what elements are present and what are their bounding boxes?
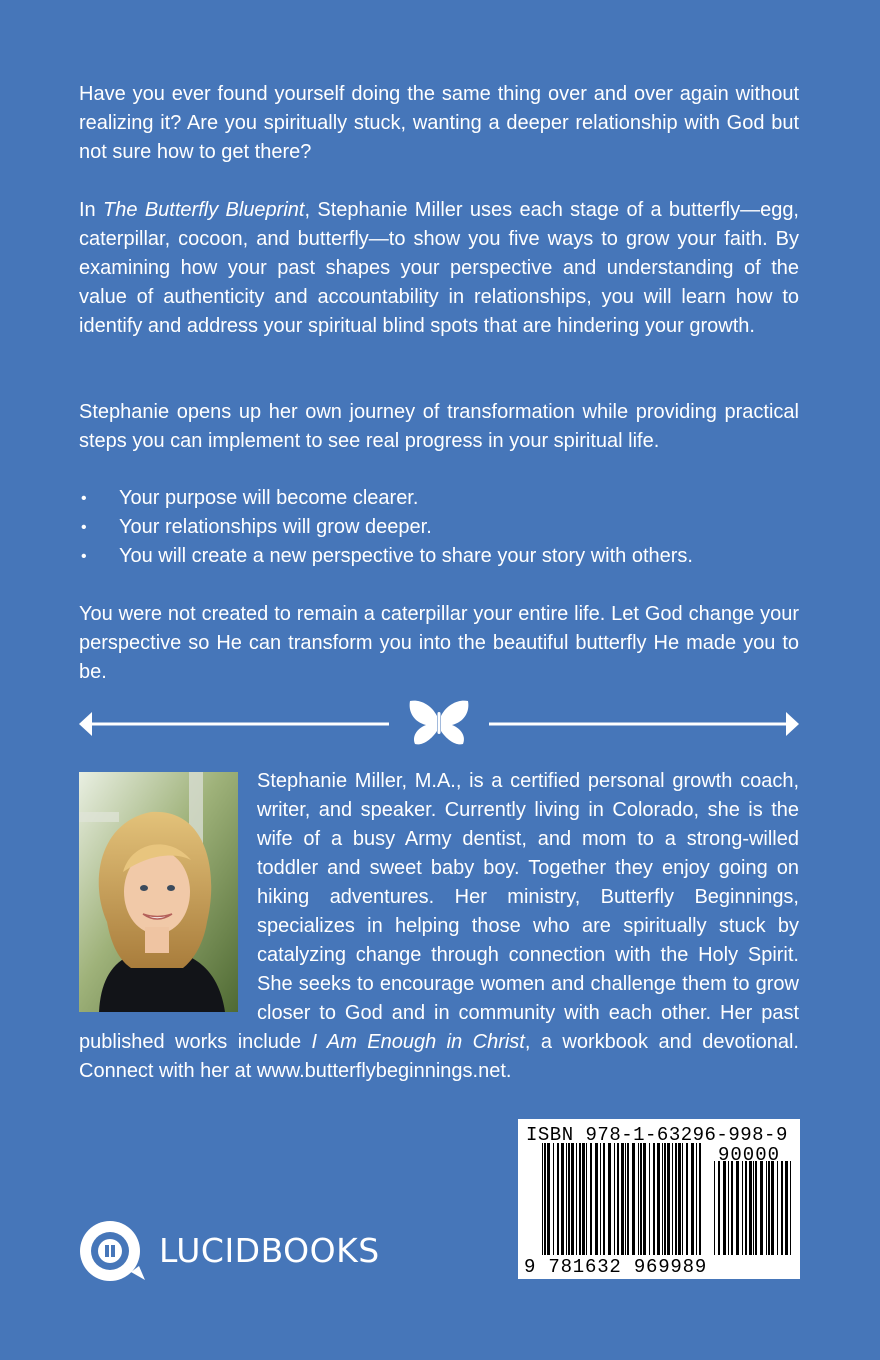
arrow-divider	[79, 698, 799, 750]
isbn-number: ISBN 978-1-63296-998-9	[526, 1124, 788, 1146]
blurb-paragraph-2-prefix: In	[79, 199, 104, 221]
author-bio-contact: , a workbook and devotional. Connect with her at www.butterflybeginnings.net.	[79, 1031, 799, 1082]
lucidbooks-logo-icon	[79, 1220, 147, 1282]
ean-digits: 9 781632 969989	[524, 1256, 708, 1278]
benefit-item: • Your relationships will grow deeper.	[79, 513, 799, 542]
right-arrow-icon	[489, 712, 799, 736]
author-bio	[79, 767, 799, 1086]
blurb-paragraph-4: You were not created to remain a caterpillar your entire life. Let God change your perspective so He can transform you into the beautiful butterfly He made you to be.	[79, 603, 799, 683]
publisher-logo	[79, 1220, 380, 1282]
past-work-title: I Am Enough in Christ	[311, 1031, 525, 1053]
blurb-paragraph-1: Have you ever found yourself doing the same thing over and over again without realizing it? Are you spiritually stuck, wanting a deeper relationship with God but not sure how to get there?	[79, 83, 799, 163]
benefit-list	[79, 484, 799, 571]
blurb-paragraph-2-body: , Stephanie Miller uses each stage of a butterfly—egg, caterpillar, cocoon, and butterfly—to show you five ways to grow your faith. By examining how your past shapes your perspective and understanding of the value of authenticity and accountability in relationships, you will learn how to identify and address your spiritual blind spots that are hindering your growth.	[79, 199, 799, 337]
left-arrow-icon	[79, 712, 389, 736]
blurb-paragraph-2	[79, 196, 799, 341]
butterfly-icon	[410, 701, 469, 745]
publisher-name: LUCIDBOOKS	[159, 1231, 380, 1270]
blurb-paragraph-3: Stephanie opens up her own journey of transformation while providing practical steps you can implement to see real progress in your spiritual life.	[79, 401, 799, 452]
benefit-item: • Your purpose will become clearer.	[79, 484, 799, 513]
benefit-item: • You will create a new perspective to share your story with others.	[79, 542, 799, 571]
isbn-barcode	[518, 1119, 800, 1279]
price-addon-code: 90000	[718, 1144, 781, 1166]
book-title: The Butterfly Blueprint	[103, 199, 305, 221]
author-bio-text: Stephanie Miller, M.A., is a certified personal growth coach, writer, and speaker. Currently living in Colorado, she is the wife of a busy Army dentist, and mom to a strong-willed toddler and sweet baby boy. Together they enjoy going on hiking adventures. Her ministry, Butterfly Beginnings, specializes in helping those who are spiritually stuck by catalyzing change through connection with the Holy Spirit. She seeks to encourage women and challenge them to grow closer to God and in community with each other. Her past published works include	[79, 770, 799, 1053]
